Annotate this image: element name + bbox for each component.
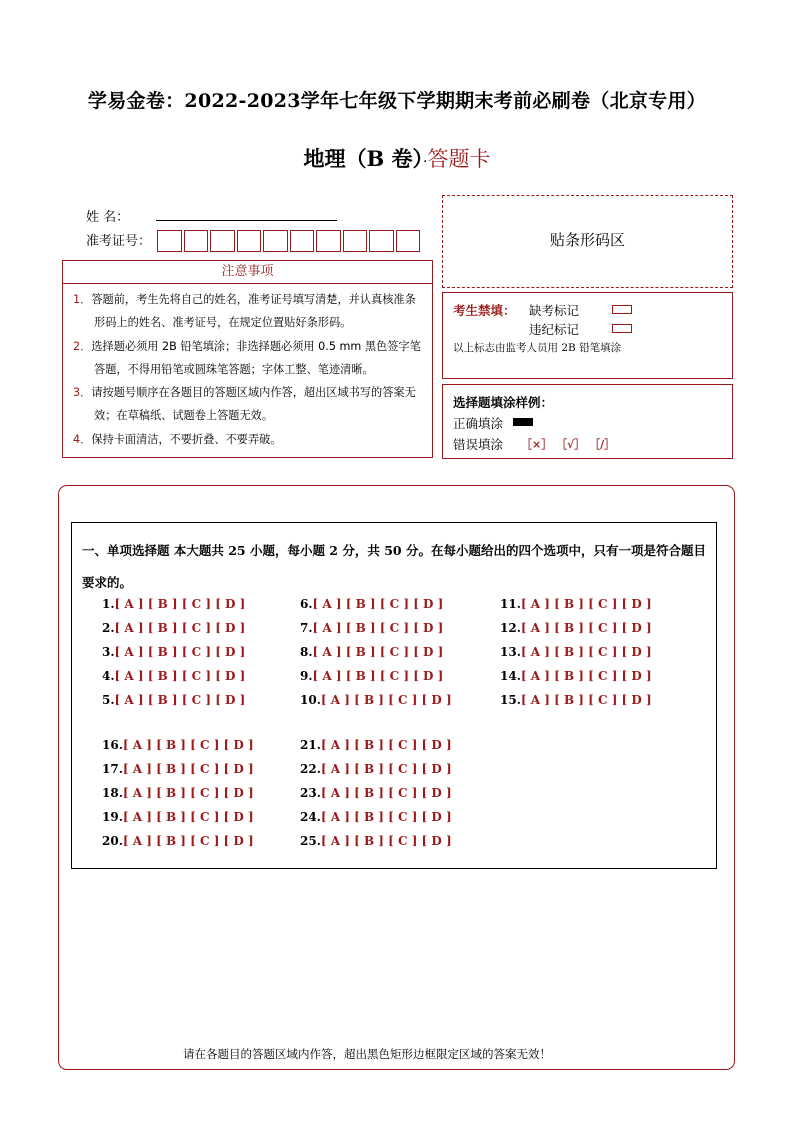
notice-heading: 注意事项 [63,261,432,284]
barcode-area: 贴条形码区 [442,195,733,288]
answer-options[interactable]: [ A ] [ B ] [ C ] [ D ] [312,645,444,659]
question-row[interactable] [102,669,245,683]
answer-options[interactable]: [ A ] [ B ] [ C ] [ D ] [122,762,254,776]
answer-options[interactable]: [ A ] [ B ] [ C ] [ D ] [122,834,254,848]
question-number: 17. [102,762,123,776]
question-row[interactable] [102,762,254,776]
answer-options[interactable]: [ A ] [ B ] [ C ] [ D ] [320,810,452,824]
question-row[interactable] [300,810,452,824]
answer-options[interactable]: [ A ] [ B ] [ C ] [ D ] [520,669,652,683]
question-number: 11. [500,597,521,611]
question-row[interactable] [102,738,254,752]
question-number: 13. [500,645,521,659]
answer-options[interactable]: [ A ] [ B ] [ C ] [ D ] [520,597,652,611]
exam-id-grid[interactable] [157,230,422,252]
notice-box [62,260,433,458]
question-row[interactable] [300,669,443,683]
question-number: 2. [102,621,115,635]
id-cell[interactable] [237,230,262,252]
proctor-only-box [442,292,733,379]
answer-options[interactable]: [ A ] [ B ] [ C ] [ D ] [114,597,246,611]
answer-options[interactable]: [ A ] [ B ] [ C ] [ D ] [114,645,246,659]
violation-mark-label: 违纪标记 [529,322,580,337]
question-number: 23. [300,786,321,800]
answer-options[interactable]: [ A ] [ B ] [ C ] [ D ] [312,669,444,683]
question-number: 10. [300,693,321,707]
question-number: 8. [300,645,313,659]
correct-fill-label: 正确填涂 [453,416,504,431]
question-number: 22. [300,762,321,776]
subject-label: 地理（B 卷） [303,146,424,171]
footer-note: 请在各题目的答题区域内作答，超出黑色矩形边框限定区域的答案无效！ [183,1047,551,1061]
answer-options[interactable]: [ A ] [ B ] [ C ] [ D ] [114,693,246,707]
question-row[interactable] [300,834,452,848]
question-row[interactable] [500,597,652,611]
question-number: 24. [300,810,321,824]
question-number: 6. [300,597,313,611]
answer-options[interactable]: [ A ] [ B ] [ C ] [ D ] [114,621,246,635]
notice-item: 2．选择题必须用 2B 铅笔填涂；非选择题必须用 0.5 mm 黑色签字笔答题，不得用铅笔或圆珠笔答题；字体工整、笔迹清晰。 [73,339,421,376]
wrong-fill-samples: ［×］ ［√］ ［/］ [521,438,616,451]
question-row[interactable] [102,621,245,635]
id-cell[interactable] [157,230,182,252]
question-number: 4. [102,669,115,683]
correct-fill-sample [513,418,533,426]
question-row[interactable] [102,693,245,707]
question-number: 20. [102,834,123,848]
question-number: 19. [102,810,123,824]
question-row[interactable] [300,762,452,776]
answer-options[interactable]: [ A ] [ B ] [ C ] [ D ] [312,621,444,635]
exam-id-label: 准考证号： [86,234,152,249]
absent-mark-label: 缺考标记 [529,303,580,318]
answer-options[interactable]: [ A ] [ B ] [ C ] [ D ] [320,693,452,707]
paper-title: 学易金卷：2022-2023学年七年级下学期期末考前必刷卷（北京专用） [87,90,707,112]
section-title: 一、单项选择题 本大题共 25 小题，每小题 2 分，共 50 分。在每小题给出的四个选项中，只有一项是符合题目要求的。 [82,543,706,590]
name-field[interactable] [156,220,337,221]
question-row[interactable] [500,645,652,659]
question-row[interactable] [102,597,245,611]
answer-options[interactable]: [ A ] [ B ] [ C ] [ D ] [122,810,254,824]
notice-item: 1．答题前，考生先将自己的姓名，准考证号填写清楚，并认真核准条形码上的姓名、准考证号，在规定位置贴好条形码。 [73,293,416,330]
question-number: 3. [102,645,115,659]
question-number: 15. [500,693,521,707]
answer-options[interactable]: [ A ] [ B ] [ C ] [ D ] [520,621,652,635]
question-number: 18. [102,786,123,800]
sample-heading: 选择题填涂样例： [453,395,554,410]
notice-item: 4．保持卡面清洁，不要折叠、不要弄破。 [73,432,282,446]
proctor-note: 以上标志由监考人员用 2B 铅笔填涂 [453,342,622,354]
answer-card-label: 答题卡 [427,147,491,171]
id-cell[interactable] [396,230,421,252]
notice-item: 3．请按题号顺序在各题目的答题区域内作答，超出区域书写的答案无效；在草稿纸、试题卷上答题无效。 [73,386,416,423]
answer-options[interactable]: [ A ] [ B ] [ C ] [ D ] [114,669,246,683]
question-row[interactable] [102,786,254,800]
name-label: 姓 名： [86,210,130,225]
answer-options[interactable]: [ A ] [ B ] [ C ] [ D ] [122,786,254,800]
question-number: 16. [102,738,123,752]
question-row[interactable] [300,621,443,635]
question-number: 7. [300,621,313,635]
answer-options[interactable]: [ A ] [ B ] [ C ] [ D ] [320,762,452,776]
id-cell[interactable] [290,230,315,252]
answer-options[interactable]: [ A ] [ B ] [ C ] [ D ] [520,693,652,707]
question-row[interactable] [300,693,452,707]
question-row[interactable] [300,738,452,752]
question-number: 5. [102,693,115,707]
question-row[interactable] [102,834,254,848]
violation-mark-box[interactable] [612,324,632,333]
answer-options[interactable]: [ A ] [ B ] [ C ] [ D ] [520,645,652,659]
fill-sample-box [442,384,733,459]
id-cell[interactable] [210,230,235,252]
question-number: 1. [102,597,115,611]
question-number: 25. [300,834,321,848]
question-row[interactable] [500,693,652,707]
question-row[interactable] [102,645,245,659]
id-cell[interactable] [263,230,288,252]
subtitle-separator: · [423,154,428,170]
id-cell[interactable] [316,230,341,252]
question-row[interactable] [500,669,652,683]
absent-mark-box[interactable] [612,305,632,314]
wrong-fill-label: 错误填涂 [453,437,504,452]
question-number: 21. [300,738,321,752]
id-cell[interactable] [343,230,368,252]
question-row[interactable] [102,810,254,824]
answer-options[interactable]: [ A ] [ B ] [ C ] [ D ] [122,738,254,752]
question-row[interactable] [300,645,443,659]
question-row[interactable] [300,786,452,800]
id-cell[interactable] [184,230,209,252]
question-number: 9. [300,669,313,683]
question-number: 12. [500,621,521,635]
question-row[interactable] [300,597,443,611]
id-cell[interactable] [369,230,394,252]
answer-options[interactable]: [ A ] [ B ] [ C ] [ D ] [320,786,452,800]
answer-options[interactable]: [ A ] [ B ] [ C ] [ D ] [320,738,452,752]
question-row[interactable] [500,621,652,635]
paper-subtitle [0,143,794,173]
proctor-label: 考生禁填： [453,303,516,318]
answer-options[interactable]: [ A ] [ B ] [ C ] [ D ] [320,834,452,848]
answer-options[interactable]: [ A ] [ B ] [ C ] [ D ] [312,597,444,611]
question-number: 14. [500,669,521,683]
